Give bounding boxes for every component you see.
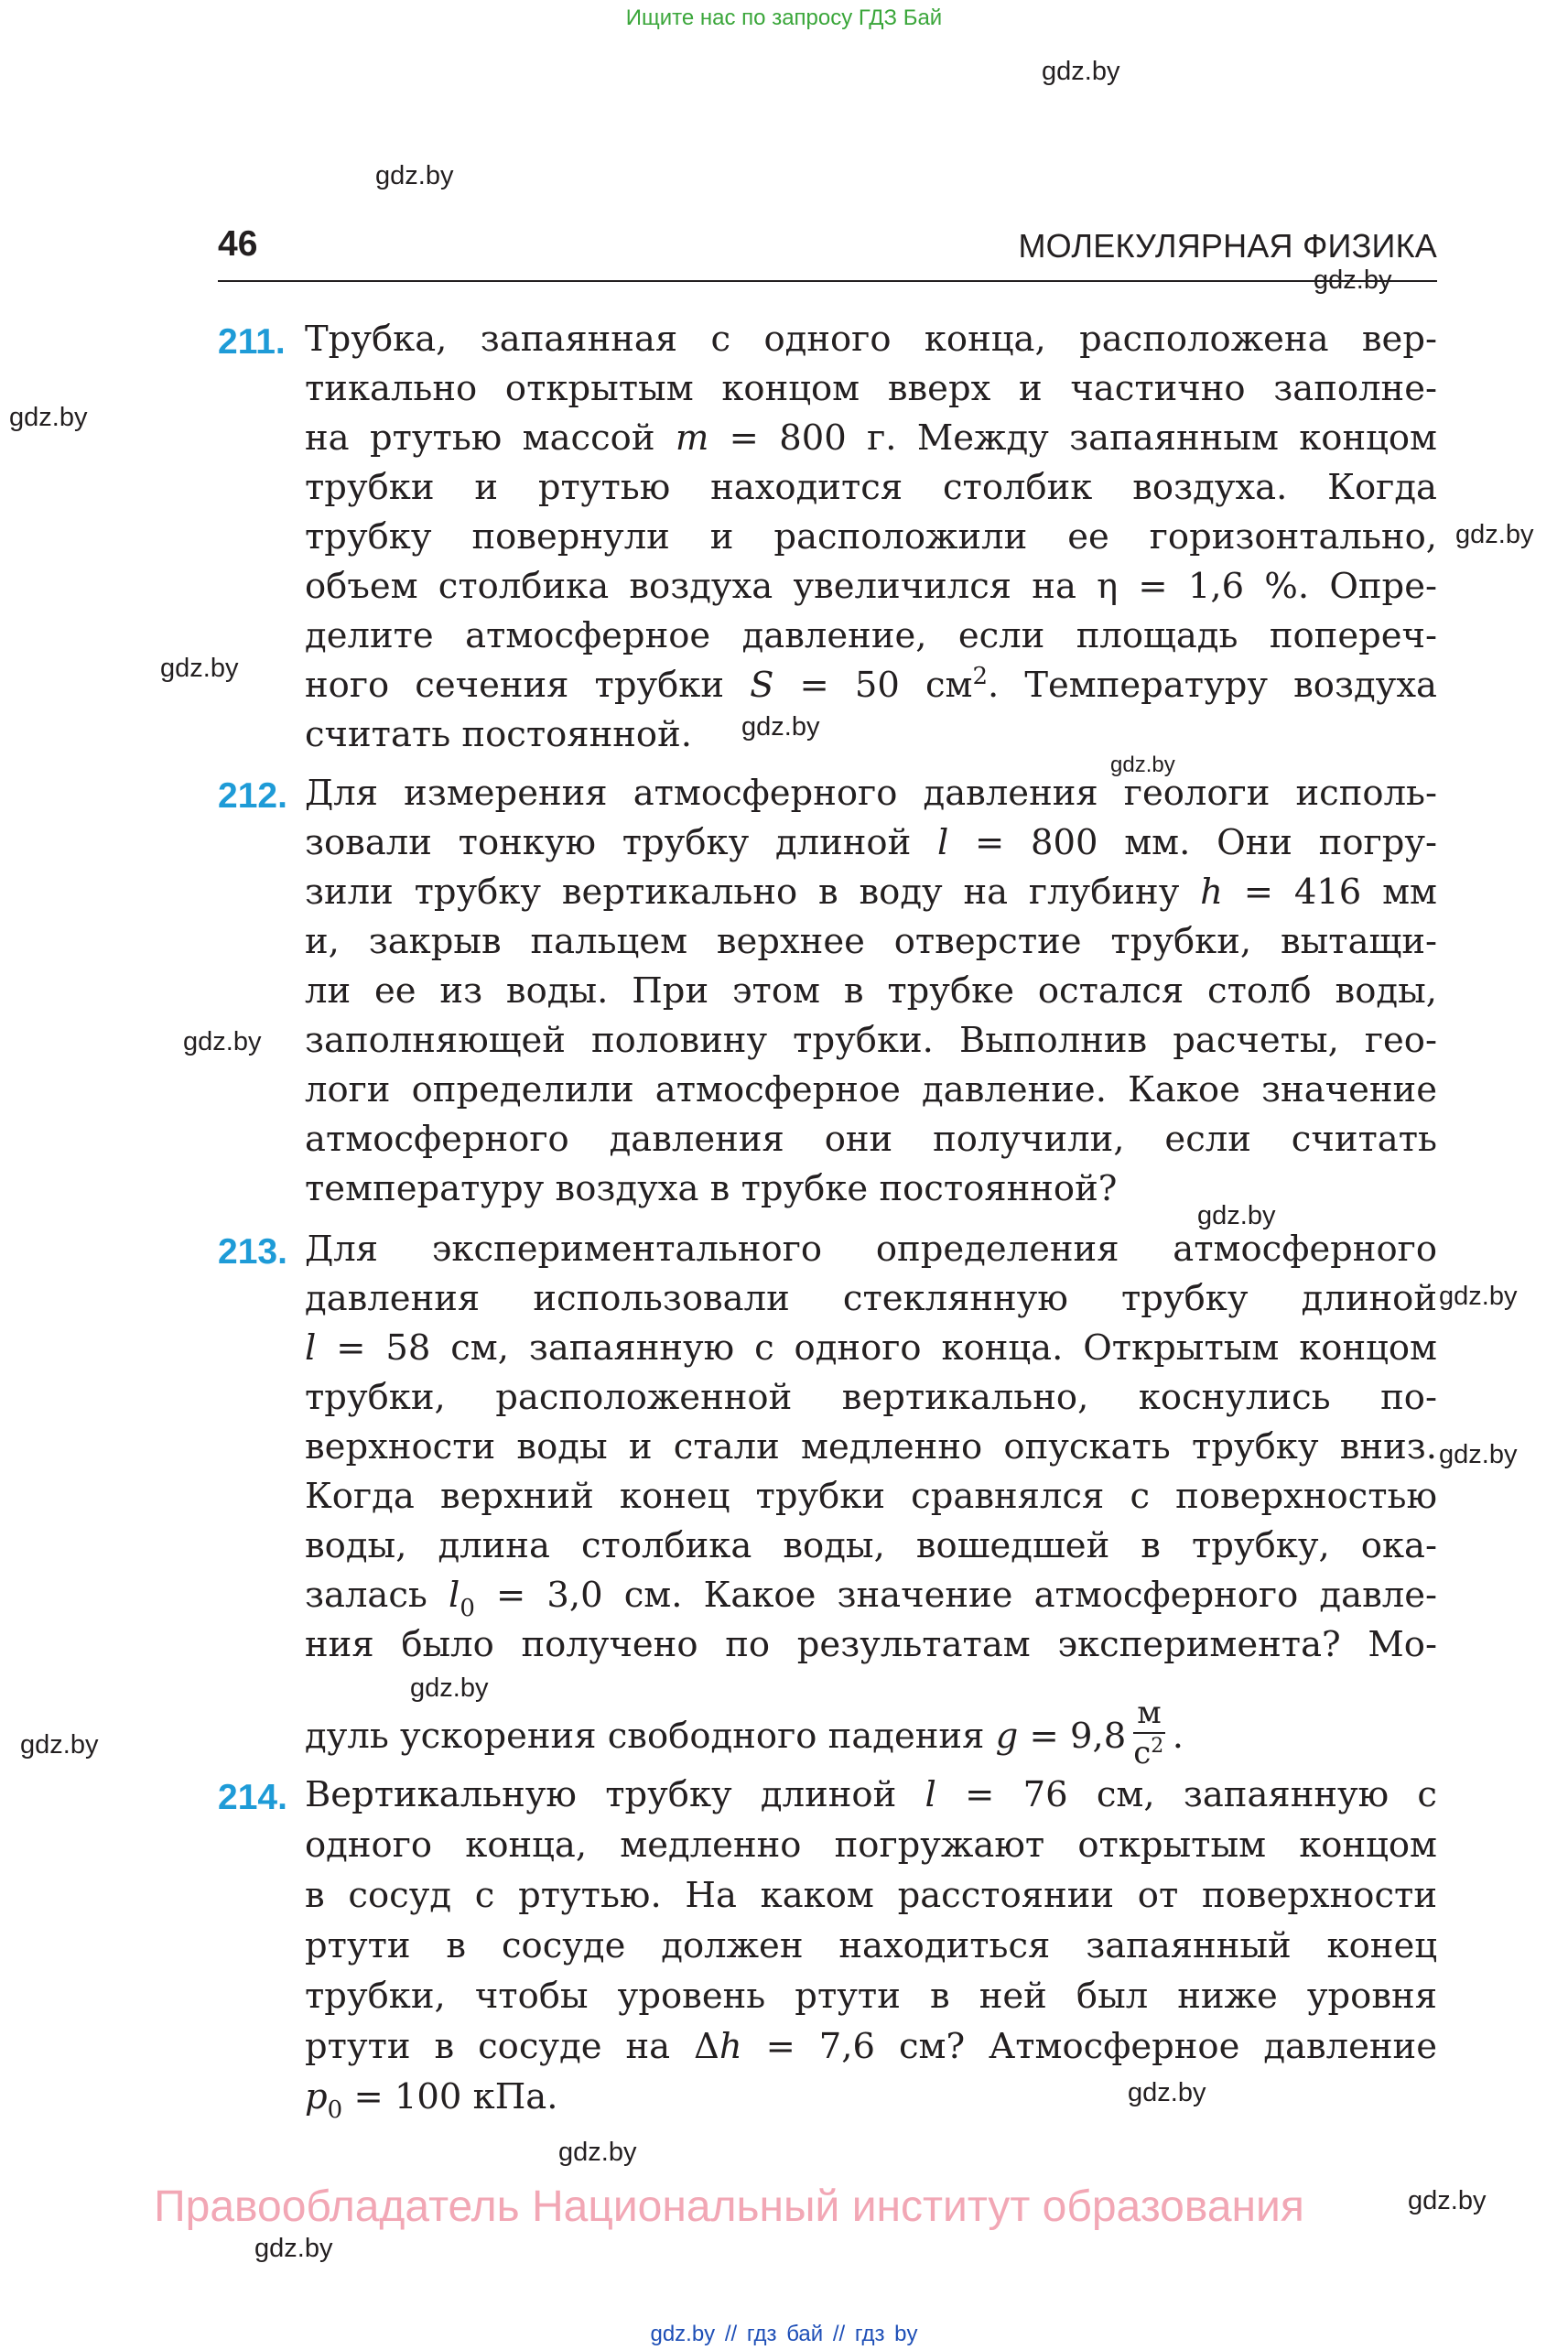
text-line: Для экспериментального определения атмосферного bbox=[305, 1229, 1437, 1270]
watermark: gdz.by bbox=[1408, 2186, 1487, 2215]
text-line: Вертикальную трубку длиной l = 76 см, запаянную с bbox=[305, 1774, 1437, 1815]
text-line: ния было получено по результатам эксперимента? Мо- bbox=[305, 1624, 1437, 1665]
watermark: gdz.by bbox=[1042, 57, 1120, 86]
watermark: gdz.by bbox=[9, 403, 88, 432]
text-line: заполняющей половину трубки. Выполнив расчеты, гео- bbox=[305, 1020, 1437, 1061]
watermark: gdz.by bbox=[183, 1027, 262, 1056]
text-line: считать постоянной. bbox=[305, 714, 692, 755]
text-line: делите атмосферное давление, если площадь попереч- bbox=[305, 615, 1437, 656]
watermark: gdz.by bbox=[375, 161, 454, 190]
watermark: gdz.by bbox=[1128, 2078, 1206, 2107]
text-line: давления использовали стеклянную трубку длиной bbox=[305, 1278, 1437, 1319]
header-rule bbox=[218, 280, 1437, 282]
text-line: на ртутью массой m = 800 г. Между запаянным концом bbox=[305, 417, 1437, 459]
text-line-content: дуль ускорения свободного падения g = 9,8 bbox=[305, 1716, 1127, 1757]
fraction-denominator bbox=[1133, 1734, 1164, 1769]
page-number: 46 bbox=[218, 224, 258, 264]
watermark: gdz.by bbox=[558, 2138, 637, 2167]
text-line: логи определили атмосферное давление. Какое значение bbox=[305, 1069, 1437, 1110]
text-line: трубки, расположенной вертикально, коснулись по- bbox=[305, 1377, 1437, 1418]
text-line: верхности воды и стали медленно опускать трубку вниз. bbox=[305, 1426, 1437, 1467]
text-line bbox=[305, 1695, 1437, 1774]
watermark: gdz.by bbox=[410, 1673, 489, 1703]
running-head: МОЛЕКУЛЯРНАЯ ФИЗИКА bbox=[1018, 227, 1437, 265]
text-line: в сосуд с ртутью. На каком расстоянии от поверхности bbox=[305, 1875, 1437, 1916]
text-line: ного сечения трубки S = 50 $см^2$. Температуру воздуха bbox=[305, 663, 1437, 706]
text-line: воды, длина столбика воды, вошедшей в трубку, ока- bbox=[305, 1525, 1437, 1566]
top-banner: Ищите нас по запросу ГДЗ Бай bbox=[625, 5, 943, 30]
text-line: тикально открытым концом вверх и частично заполне- bbox=[305, 368, 1437, 409]
problem-number: 214. bbox=[218, 1778, 287, 1817]
text-line: l = 58 см, запаянную с одного конца. Открытым концом bbox=[305, 1327, 1437, 1369]
text-line: Трубка, запаянная с одного конца, расположена вер- bbox=[305, 319, 1437, 360]
text-line: $p_0 = 100$ кПа. bbox=[305, 2076, 558, 2124]
text-line: Когда верхний конец трубки сравнялся с поверхностью bbox=[305, 1476, 1437, 1517]
text-line: одного конца, медленно погружают открытым концом bbox=[305, 1825, 1437, 1866]
denominator-power: 2 bbox=[1151, 1735, 1164, 1758]
text-line: ртути в сосуде должен находиться запаянный конец bbox=[305, 1925, 1437, 1966]
fraction-numerator: м bbox=[1133, 1697, 1164, 1734]
watermark: gdz.by bbox=[1439, 1282, 1518, 1311]
watermark: gdz.by bbox=[1439, 1440, 1518, 1469]
text-line: ли ее из воды. При этом в трубке остался столб воды, bbox=[305, 970, 1437, 1012]
footer-links[interactable]: gdz.by // гдз бай // гдз by bbox=[650, 2322, 918, 2346]
text-line: ртути в сосуде на Δh = 7,6 см? Атмосферное давление bbox=[305, 2026, 1438, 2067]
denominator-base: с bbox=[1133, 1735, 1152, 1771]
watermark: gdz.by bbox=[1455, 520, 1534, 549]
text-line: Для измерения атмосферного давления геологи исполь- bbox=[305, 773, 1437, 814]
problem-number: 212. bbox=[218, 776, 287, 816]
sentence-end: . bbox=[1172, 1716, 1184, 1757]
text-line: трубку повернули и расположили ее горизонтально, bbox=[305, 516, 1437, 558]
text-line: и, закрыв пальцем верхнее отверстие трубки, вытащи- bbox=[305, 921, 1437, 962]
unit-fraction bbox=[1133, 1697, 1164, 1769]
text-line: трубки, чтобы уровень ртути в ней был ниже уровня bbox=[305, 1976, 1437, 2017]
watermark: gdz.by bbox=[160, 654, 239, 683]
watermark: gdz.by bbox=[741, 712, 820, 742]
text-line: температуру воздуха в трубке постоянной? bbox=[305, 1168, 1118, 1209]
text-line: зовали тонкую трубку длиной l = 800 мм. Они погру- bbox=[305, 822, 1437, 863]
watermark: gdz.by bbox=[1197, 1201, 1276, 1230]
problem-number: 211. bbox=[218, 322, 286, 362]
text-line: объем столбика воздуха увеличился на η = 1,6 %. Опре- bbox=[305, 566, 1437, 607]
watermark: gdz.by bbox=[1110, 753, 1175, 777]
problem-number: 213. bbox=[218, 1232, 287, 1272]
text-line: атмосферного давления они получили, если считать bbox=[305, 1119, 1437, 1160]
text-line: залась $l_0 = 3,0$ см. Какое значение атмосферного давле- bbox=[305, 1575, 1437, 1622]
copyright-notice: Правообладатель Национальный институт образования bbox=[154, 2182, 1304, 2231]
text-line: трубки и ртутью находится столбик воздуха. Когда bbox=[305, 467, 1437, 508]
watermark: gdz.by bbox=[254, 2234, 333, 2263]
watermark: gdz.by bbox=[1314, 265, 1392, 295]
text-line: зили трубку вертикально в воду на глубину h = 416 мм bbox=[305, 872, 1437, 913]
watermark: gdz.by bbox=[20, 1730, 99, 1760]
